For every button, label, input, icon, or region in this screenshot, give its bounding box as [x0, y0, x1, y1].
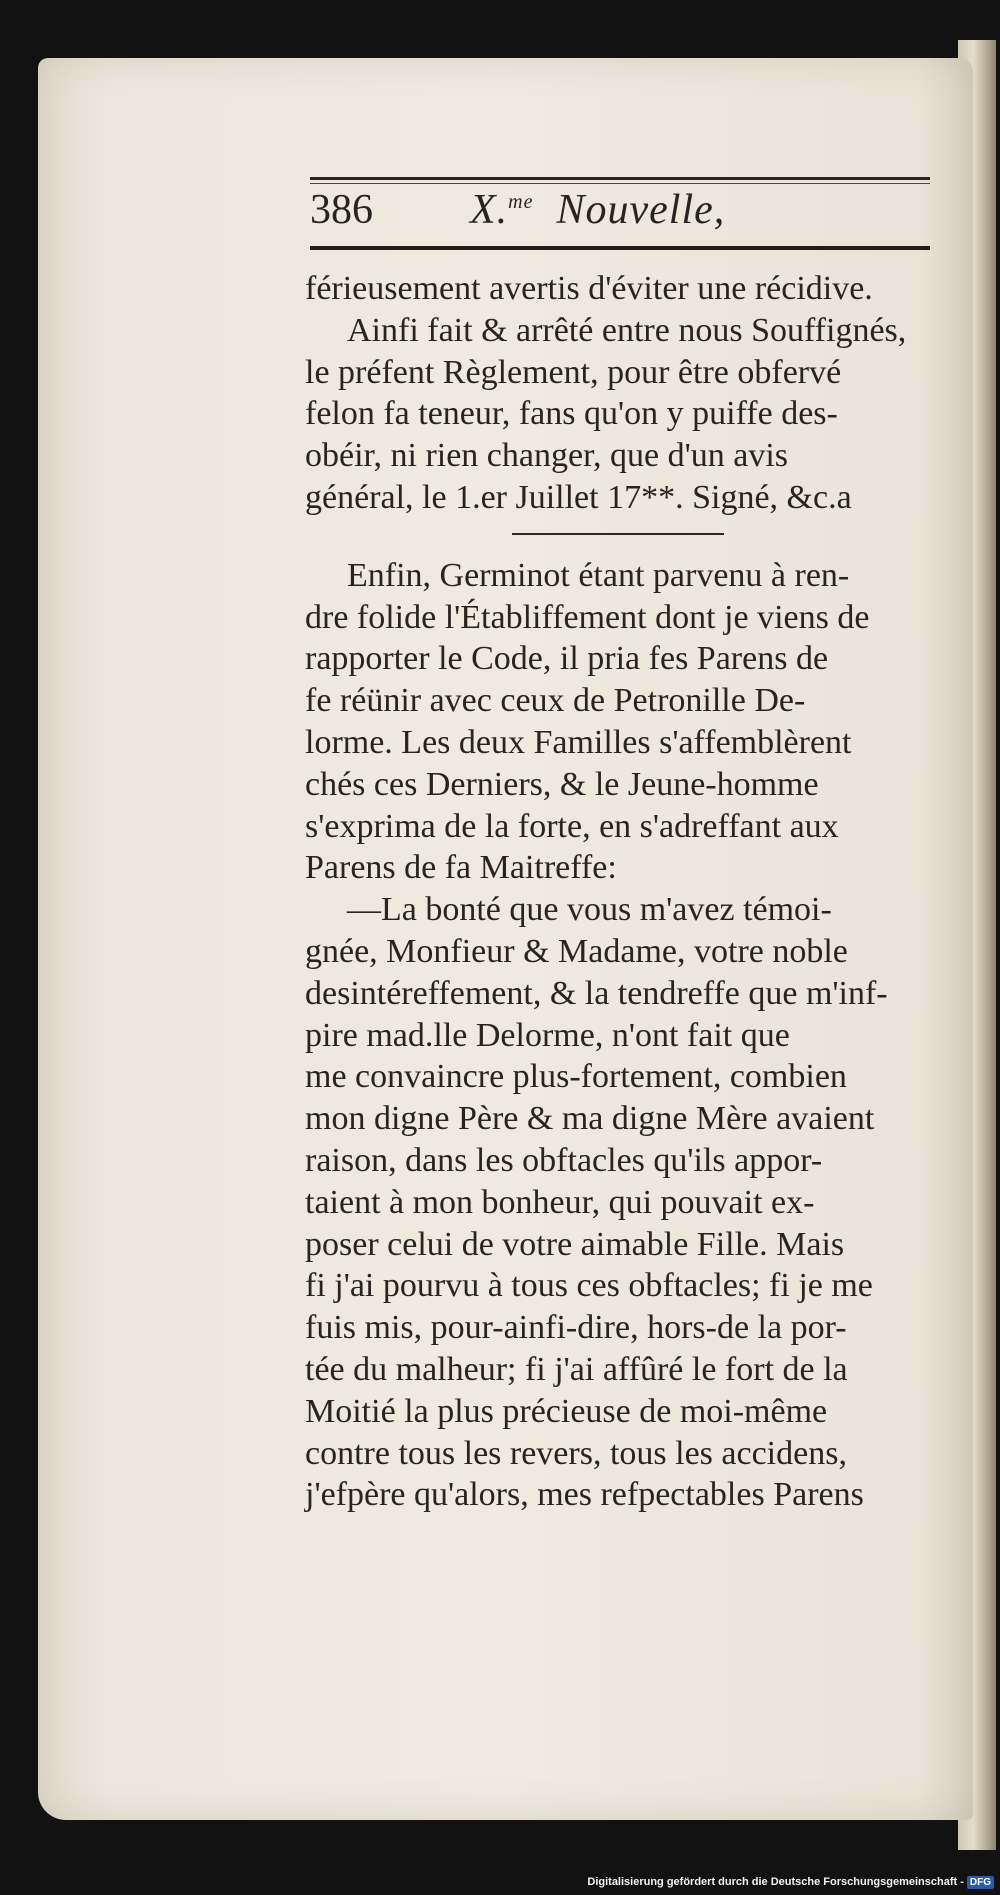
text-line: j'efpère qu'alors, mes refpectables Parens [305, 1476, 864, 1514]
text-line: s'exprima de la forte, en s'adreffant aux [305, 807, 839, 845]
text-line: férieusement avertis d'éviter une récidive. [305, 270, 873, 307]
text-line: gnée, Monfieur & Madame, votre noble [305, 932, 848, 970]
text-line: taient à mon bonheur, qui pouvait ex- [305, 1183, 815, 1221]
text-line: contre tous les revers, tous les accidens, [305, 1434, 847, 1472]
text-line: poser celui de votre aimable Fille. Mais [305, 1225, 845, 1263]
body-text [305, 268, 945, 1516]
running-title-main: X. [470, 187, 509, 233]
digitization-credit [587, 1876, 994, 1889]
text-line: mon digne Père & ma digne Mère avaient [305, 1100, 875, 1138]
header-rule [310, 246, 930, 250]
dfg-logo: DFG [967, 1876, 994, 1889]
page-header [310, 186, 930, 242]
text-line: felon fa teneur, fans qu'on y puiffe des- [305, 395, 838, 433]
text-line: Parens de fa Maitreffe: [305, 849, 617, 887]
text-line: fi j'ai pourvu à tous ces obftacles; fi je me [305, 1267, 873, 1305]
text-line: rapporter le Code, il pria fes Parens de [305, 640, 829, 678]
text-line: Ainfi fait & arrêté entre nous Souffignés, [347, 311, 907, 349]
text-line: chés ces Derniers, & le Jeune-homme [305, 765, 819, 803]
running-title-rest: Nouvelle, [556, 187, 726, 233]
text-line: Enfin, Germinot étant parvenu à ren- [347, 556, 850, 594]
text-line: pire mad.lle Delorme, n'ont fait que [305, 1016, 790, 1054]
text-line: général, le 1.er Juillet 17**. Signé, &c.a [305, 478, 852, 516]
text-line: tée du malheur; fi j'ai affûré le fort de la [305, 1350, 848, 1388]
text-line: me convaincre plus-fortement, combien [305, 1058, 847, 1096]
section-divider [512, 533, 724, 535]
top-rule-thin [310, 183, 930, 184]
text-line: Moitié la plus précieuse de moi-même [305, 1392, 828, 1430]
text-line: fe réünir avec ceux de Petronille De- [305, 682, 806, 720]
running-title [470, 186, 725, 234]
text-line: raison, dans les obftacles qu'ils appor- [305, 1141, 823, 1179]
text-line: fuis mis, pour-ainfi-dire, hors-de la por- [305, 1309, 847, 1347]
top-rule [310, 177, 930, 180]
credit-text: Digitalisierung gefördert durch die Deutsche Forschungsgemeinschaft - [587, 1876, 964, 1888]
text-line: —La bonté que vous m'avez témoi- [347, 891, 832, 929]
page-number: 386 [310, 187, 373, 233]
text-line: lorme. Les deux Familles s'affemblèrent [305, 723, 852, 761]
running-title-sup: me [508, 191, 534, 213]
text-line: desintéreffement, & la tendreffe que m'inf- [305, 974, 888, 1012]
text-line: obéir, ni rien changer, que d'un avis [305, 437, 789, 475]
text-line: dre folide l'Établiffement dont je viens de [305, 598, 870, 636]
text-line: le préfent Règlement, pour être obfervé [305, 353, 842, 391]
